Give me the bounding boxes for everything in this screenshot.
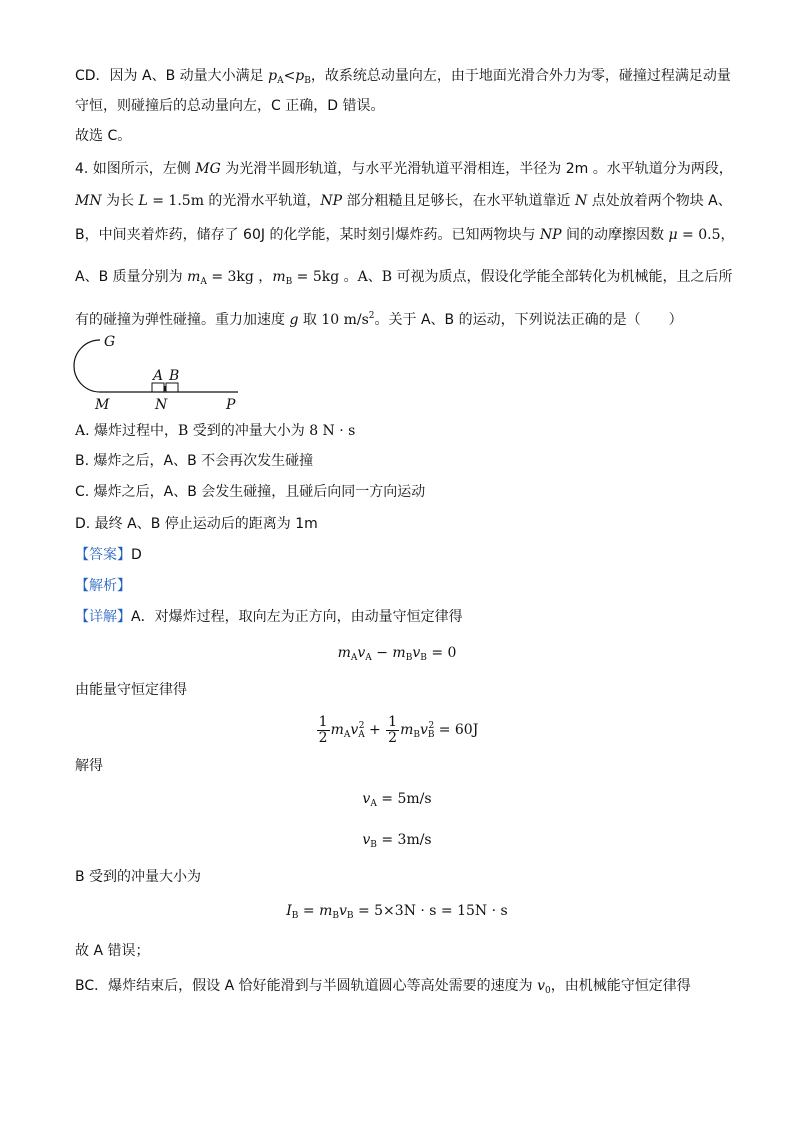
wrong-a: 故 A 错误； — [75, 943, 150, 959]
impulse-value: = 5×3N · s = 15N · s — [353, 903, 508, 919]
equation-impulse: $I_B = m_Bv_B = 5\times 3N \cdot s = 15N \cdot s$ — [286, 903, 508, 921]
math-l: L — [138, 193, 148, 209]
label-p: P — [226, 397, 236, 413]
m: m — [392, 645, 406, 661]
vb-value: = 3m/s — [376, 832, 432, 848]
sup: 2 — [368, 311, 375, 321]
impulse-text: B 受到的冲量大小为 — [75, 869, 202, 885]
track-figure — [70, 330, 250, 414]
sub: A — [343, 730, 351, 740]
semicircle-track — [74, 340, 100, 392]
q4-line-2 — [75, 191, 732, 211]
block-b — [166, 383, 178, 392]
sub: A — [358, 730, 365, 740]
sub: A — [370, 799, 377, 809]
option-b: B. 爆炸之后，A、B 不会再次发生碰撞 — [75, 453, 314, 469]
equation-energy: $\frac{1}{2}$ $m_Av_A^2$ + $\frac{1}{2}$ $m_Bv_B^2 = 60J$ — [318, 713, 479, 746]
math-p: p — [295, 68, 305, 84]
option-d: D. 最终 A、B 停止运动后的距离为 1m — [75, 516, 318, 532]
label-m: M — [95, 397, 110, 413]
equation-momentum: $m_Av_A - m_Bv_B = 0$ — [337, 645, 457, 663]
cd-line-2: 守恒，则碰撞后的总动量向左，C 正确，D 错误。 — [75, 98, 385, 114]
v0: v — [537, 978, 545, 994]
sub: A — [350, 653, 358, 663]
num: 1 — [388, 713, 398, 730]
label-g: G — [104, 334, 116, 350]
math-m: m — [187, 269, 201, 285]
m: m — [400, 722, 414, 738]
label-b: B — [169, 368, 180, 384]
math-n: N — [575, 193, 588, 209]
q4-line-5 — [75, 306, 683, 330]
sub: B — [285, 277, 293, 287]
sub: B — [332, 911, 339, 921]
sub: B — [420, 653, 427, 663]
text: 间的动摩擦因数 — [561, 227, 669, 243]
bc-line — [75, 976, 691, 1001]
q4-line-4 — [75, 267, 733, 292]
sub: B — [370, 840, 377, 850]
detail-label: 【详解】 — [75, 609, 131, 625]
sub: B — [405, 653, 413, 663]
sub: A — [200, 277, 207, 287]
fraction-half — [386, 715, 399, 746]
energy-text: 由能量守恒定律得 — [75, 682, 187, 698]
text: B，中间夹着炸药，储存了 60J 的化学能，某时刻引爆炸药。已知两物块与 — [75, 227, 540, 243]
sub: 0 — [544, 986, 551, 996]
analysis-label: 【解析】 — [75, 578, 131, 594]
text: A、B 质量分别为 — [75, 269, 188, 285]
label-a: A — [153, 368, 164, 384]
lt: < — [283, 68, 296, 84]
math-p: p — [268, 68, 278, 84]
text: 点处放着两个物块 A、 — [587, 193, 732, 209]
sub: A — [277, 76, 284, 86]
eq-rest: = 60J — [434, 722, 479, 738]
option-a: A. 爆炸过程中，B 受到的冲量大小为 8 N · s — [75, 423, 356, 439]
q4-line-3 — [75, 225, 735, 245]
fraction-half — [317, 715, 330, 746]
equation-vb: $v_B = 3m/s$ — [362, 832, 432, 850]
text: = 5kg 。A、B 可视为质点，假设化学能全部转化为机械能，且之后所 — [292, 269, 733, 285]
text: 部分粗糙且足够长，在水平轨道靠近 — [342, 193, 575, 209]
math-m: m — [272, 269, 286, 285]
math-np: NP — [320, 193, 343, 209]
text: 为光滑半圆形轨道，与水平光滑轨道平滑相连，半径为 2m 。水平轨道分为两段， — [220, 161, 733, 177]
math-mn: MN — [75, 193, 102, 209]
den: 2 — [318, 729, 328, 746]
text: 为长 — [101, 193, 139, 209]
text: CD．因为 A、B 动量大小满足 — [75, 68, 269, 84]
va-value: = 5m/s — [376, 791, 432, 807]
sub: B — [291, 911, 299, 921]
sub: B — [346, 911, 354, 921]
answer-line — [75, 545, 142, 565]
den: 2 — [388, 729, 398, 746]
m: m — [337, 645, 351, 661]
cd-line-1 — [75, 66, 731, 91]
cd-line-3: 故选 C。 — [75, 128, 132, 144]
text: = 1.5m 的光滑水平轨道， — [147, 193, 321, 209]
num: 1 — [318, 713, 328, 730]
detail-line — [75, 607, 463, 627]
answer-value: D — [131, 547, 142, 563]
text: = 3kg ， — [206, 269, 273, 285]
text: 。关于 A、B 的运动，下列说法正确的是（ ） — [374, 312, 683, 328]
label-n: N — [155, 397, 168, 413]
math-g: g — [289, 312, 299, 328]
math-mu: μ — [668, 227, 678, 243]
solve-text: 解得 — [75, 758, 103, 774]
sub: A — [365, 653, 372, 663]
text: 取 10 m/s — [298, 312, 369, 328]
q4-line-1 — [75, 159, 733, 179]
answer-label: 【答案】 — [75, 547, 131, 563]
sub: B — [427, 730, 435, 740]
text: ，由机械能守恒定律得 — [550, 978, 691, 994]
math-mg: MG — [195, 161, 221, 177]
block-a — [152, 383, 164, 392]
sub: B — [413, 730, 420, 740]
explosive — [164, 386, 166, 391]
option-c: C. 爆炸之后，A、B 会发生碰撞，且碰后向同一方向运动 — [75, 484, 426, 500]
m: m — [319, 903, 333, 919]
text: = 0.5， — [677, 227, 735, 243]
text: ，故系统总动量向左，由于地面光滑合外力为零，碰撞过程满足动量 — [310, 68, 731, 84]
text: 4. 如图所示，左侧 — [75, 161, 196, 177]
text: 有的碰撞为弹性碰撞。重力加速度 — [75, 312, 290, 328]
text: A．对爆炸过程，取向左为正方向，由动量守恒定律得 — [131, 609, 463, 625]
equation-va: $v_A = 5m/s$ — [362, 791, 432, 809]
sub: B — [304, 76, 311, 86]
m: m — [330, 722, 344, 738]
text: BC．爆炸结束后，假设 A 恰好能滑到与半圆轨道圆心等高处需要的速度为 — [75, 978, 538, 994]
math-np: NP — [539, 227, 562, 243]
